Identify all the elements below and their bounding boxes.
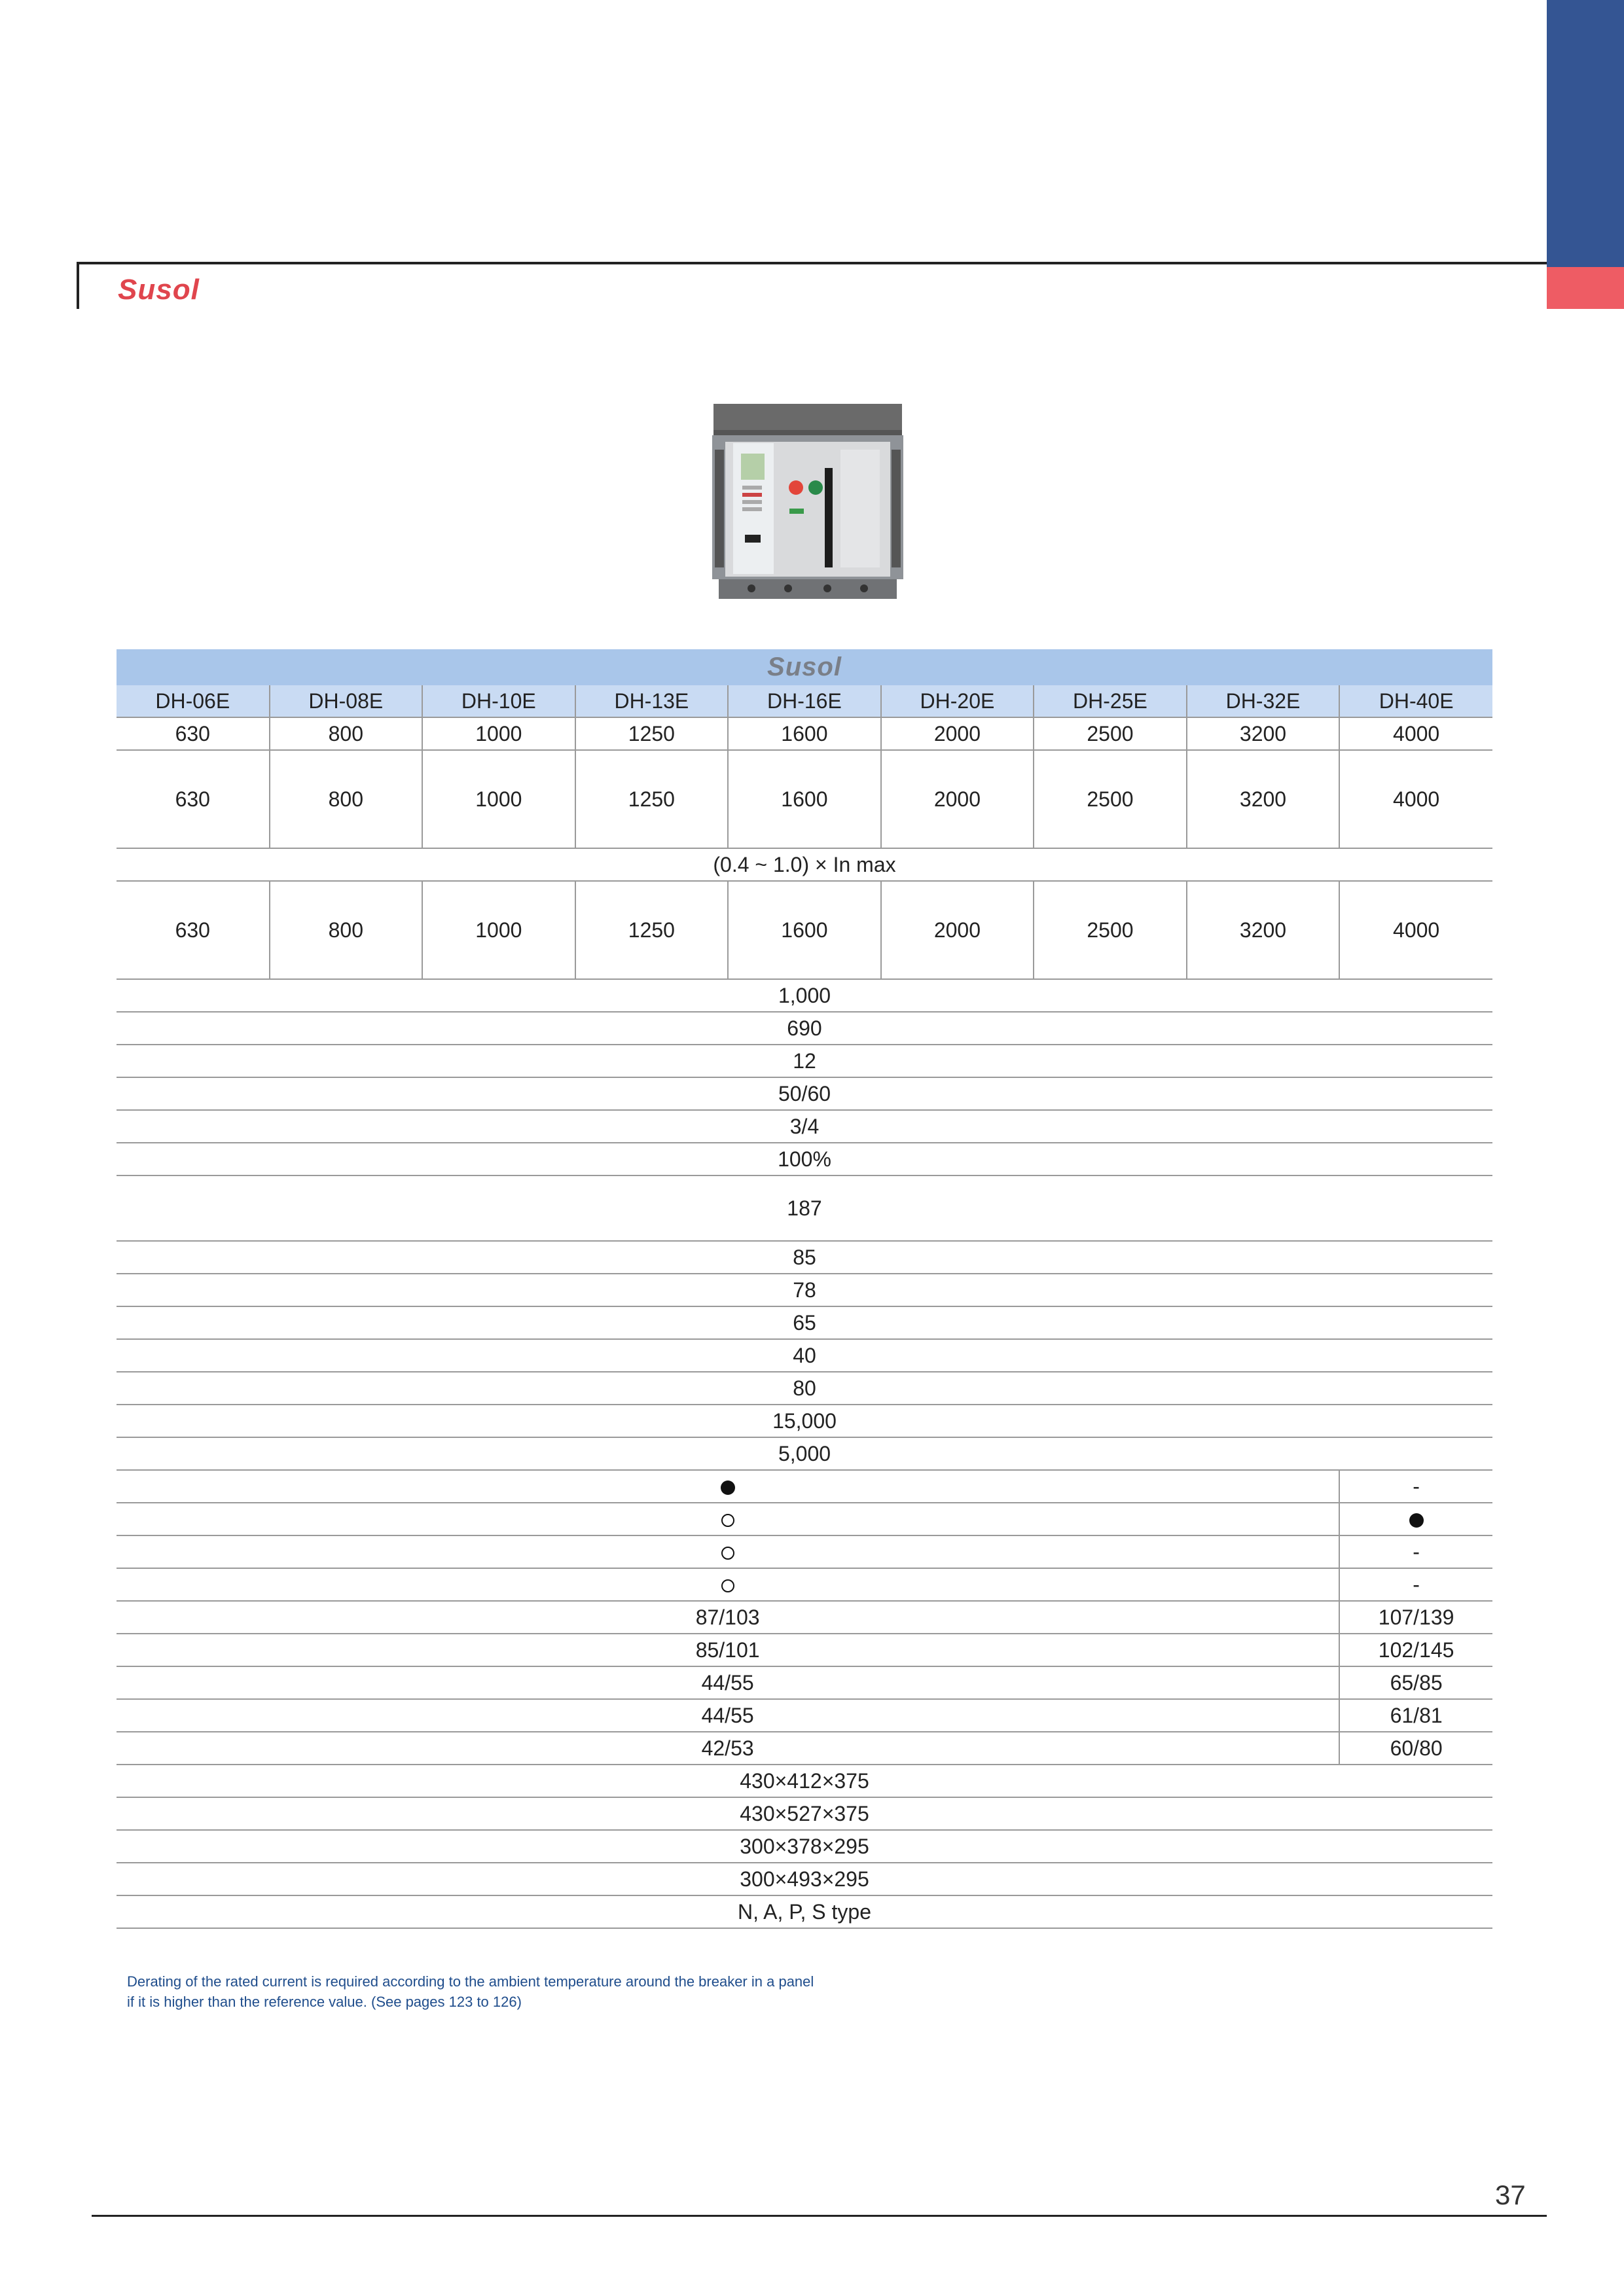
table-cell	[117, 1568, 1339, 1601]
table-cell: 2500	[1034, 881, 1187, 979]
filled-dot-icon	[1409, 1513, 1424, 1528]
table-cell: -	[1339, 1568, 1492, 1601]
table-cell: 102/145	[1339, 1634, 1492, 1666]
note-line: if it is higher than the reference value. (See pages 123 to 126)	[127, 1994, 522, 2010]
table-cell: 40	[117, 1339, 1492, 1372]
table-cell: 80	[117, 1372, 1492, 1405]
setting-range-cell: (0.4 ~ 1.0) × In max	[117, 848, 1492, 881]
model-header: DH-40E	[1339, 685, 1492, 717]
table-cell: 690	[117, 1012, 1492, 1045]
table-cell: 1600	[728, 717, 881, 750]
table-row	[117, 1503, 1492, 1535]
table-cell: 65/85	[1339, 1666, 1492, 1699]
table-row	[117, 1143, 1492, 1175]
table-cell: 4000	[1339, 881, 1492, 979]
table-row	[117, 1405, 1492, 1437]
model-header: DH-32E	[1187, 685, 1340, 717]
header-rule-tick	[77, 262, 79, 309]
table-row	[117, 1372, 1492, 1405]
table-cell: 2000	[881, 717, 1034, 750]
table-row	[117, 1274, 1492, 1306]
table-row	[117, 1437, 1492, 1470]
derating-note	[127, 1971, 814, 2012]
table-cell: 3200	[1187, 717, 1340, 750]
table-cell: 300×493×295	[117, 1863, 1492, 1895]
table-cell: 1250	[575, 750, 729, 848]
table-row	[117, 1797, 1492, 1830]
table-row	[117, 1470, 1492, 1503]
table-cell: 1600	[728, 750, 881, 848]
side-tab-blue	[1547, 0, 1624, 267]
brand-logo: Susol	[118, 274, 200, 306]
model-header: DH-08E	[270, 685, 423, 717]
page-number: 37	[1495, 2179, 1526, 2210]
table-row	[117, 1895, 1492, 1928]
table-cell: 1000	[422, 717, 575, 750]
table-cell: 187	[117, 1175, 1492, 1241]
model-header: DH-06E	[117, 685, 270, 717]
table-cell	[1339, 1503, 1492, 1535]
table-row	[117, 1699, 1492, 1732]
open-circle-icon	[721, 1547, 734, 1560]
table-row	[117, 881, 1492, 979]
table-row	[117, 717, 1492, 750]
table-cell: 1250	[575, 881, 729, 979]
table-cell: 4000	[1339, 750, 1492, 848]
table-cell: 300×378×295	[117, 1830, 1492, 1863]
open-circle-icon	[721, 1514, 734, 1527]
side-tab-red	[1547, 267, 1624, 309]
table-cell: 430×527×375	[117, 1797, 1492, 1830]
circuit-breaker-image	[712, 404, 903, 600]
table-cell: 3200	[1187, 750, 1340, 848]
table-cell: 2000	[881, 881, 1034, 979]
table-cell: 61/81	[1339, 1699, 1492, 1732]
table-row	[117, 1863, 1492, 1895]
table-cell: 65	[117, 1306, 1492, 1339]
table-cell: 87/103	[117, 1601, 1339, 1634]
table-cell: 44/55	[117, 1666, 1339, 1699]
table-cell: 630	[117, 881, 270, 979]
table-cell: 630	[117, 750, 270, 848]
table-cell: 1000	[422, 881, 575, 979]
table-cell: 2500	[1034, 750, 1187, 848]
table-cell: 15,000	[117, 1405, 1492, 1437]
table-cell: 12	[117, 1045, 1492, 1077]
table-cell: 42/53	[117, 1732, 1339, 1765]
table-cell: 630	[117, 717, 270, 750]
table-cell: 60/80	[1339, 1732, 1492, 1765]
table-cell: 3200	[1187, 881, 1340, 979]
table-cell: 5,000	[117, 1437, 1492, 1470]
table-cell: 50/60	[117, 1077, 1492, 1110]
table-cell: 1600	[728, 881, 881, 979]
table-row	[117, 1732, 1492, 1765]
table-cell: 44/55	[117, 1699, 1339, 1732]
table-row	[117, 1568, 1492, 1601]
model-row	[117, 685, 1492, 717]
table-row	[117, 979, 1492, 1012]
table-row	[117, 1634, 1492, 1666]
table-cell: 800	[270, 717, 423, 750]
header-rule	[77, 262, 1547, 264]
table-cell: 100%	[117, 1143, 1492, 1175]
table-cell	[117, 1470, 1339, 1503]
table-row	[117, 1306, 1492, 1339]
table-row	[117, 1110, 1492, 1143]
model-header: DH-25E	[1034, 685, 1187, 717]
table-cell: 430×412×375	[117, 1765, 1492, 1797]
table-cell: 85/101	[117, 1634, 1339, 1666]
model-header: DH-16E	[728, 685, 881, 717]
table-cell: 78	[117, 1274, 1492, 1306]
table-brand-row	[117, 649, 1492, 685]
table-cell	[117, 1535, 1339, 1568]
table-row	[117, 1830, 1492, 1863]
footer-rule	[92, 2215, 1547, 2217]
table-row	[117, 1175, 1492, 1241]
table-cell: 3/4	[117, 1110, 1492, 1143]
table-row	[117, 1241, 1492, 1274]
table-row	[117, 1045, 1492, 1077]
table-cell: N, A, P, S type	[117, 1895, 1492, 1928]
table-row	[117, 1535, 1492, 1568]
table-cell: 800	[270, 750, 423, 848]
table-row	[117, 1601, 1492, 1634]
table-row	[117, 750, 1492, 848]
table-row	[117, 848, 1492, 881]
model-header: DH-13E	[575, 685, 729, 717]
note-line: Derating of the rated current is required according to the ambient temperature around the breaker in a panel	[127, 1973, 814, 1990]
table-row	[117, 1339, 1492, 1372]
filled-dot-icon	[721, 1480, 735, 1495]
table-cell: 2000	[881, 750, 1034, 848]
table-cell: -	[1339, 1470, 1492, 1503]
spec-table	[117, 649, 1492, 1929]
table-cell: -	[1339, 1535, 1492, 1568]
table-cell: 4000	[1339, 717, 1492, 750]
table-row	[117, 1012, 1492, 1045]
table-cell: 1,000	[117, 979, 1492, 1012]
table-row	[117, 1666, 1492, 1699]
table-cell	[117, 1503, 1339, 1535]
table-row	[117, 1765, 1492, 1797]
open-circle-icon	[721, 1579, 734, 1592]
table-cell: 107/139	[1339, 1601, 1492, 1634]
model-header: DH-10E	[422, 685, 575, 717]
table-cell: 1250	[575, 717, 729, 750]
table-row	[117, 1077, 1492, 1110]
table-cell: 1000	[422, 750, 575, 848]
table-brand: Susol	[117, 649, 1492, 685]
table-cell: 800	[270, 881, 423, 979]
model-header: DH-20E	[881, 685, 1034, 717]
table-cell: 85	[117, 1241, 1492, 1274]
table-cell: 2500	[1034, 717, 1187, 750]
